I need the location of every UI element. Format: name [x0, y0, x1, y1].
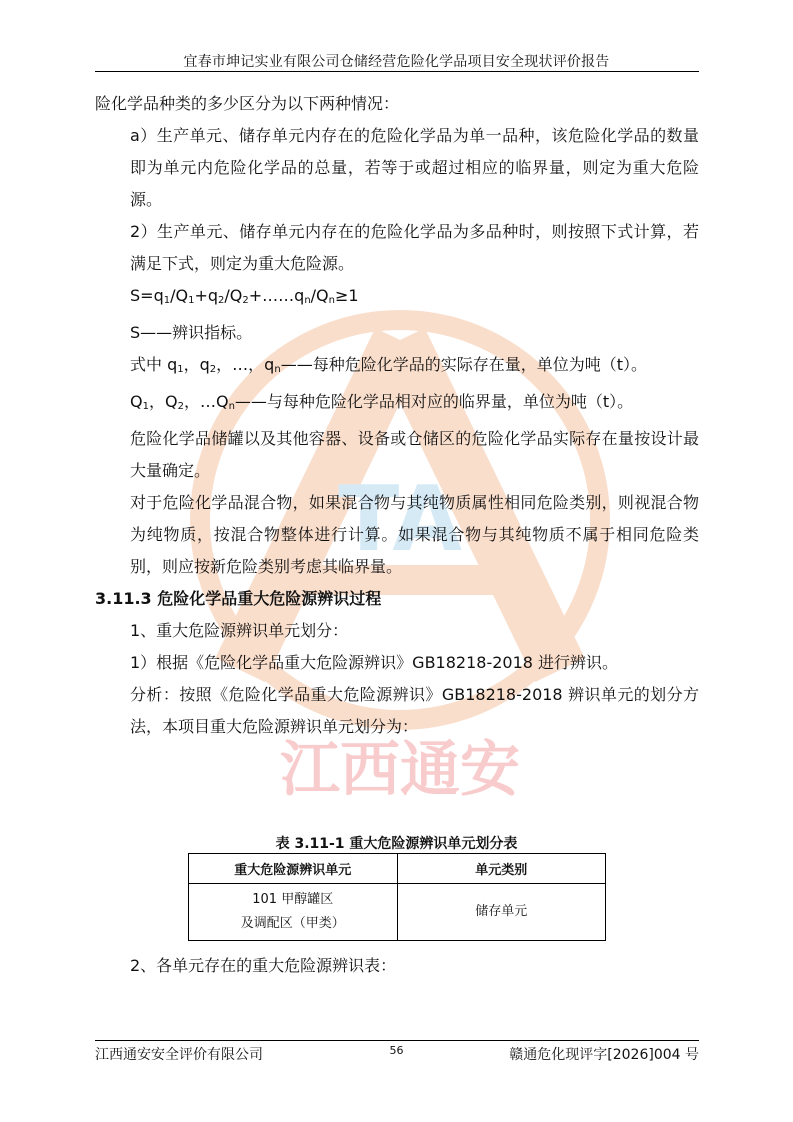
footer-report-number: 赣通危化现评字[2026]004 号: [509, 1047, 699, 1063]
paragraph-standard: 1）根据《危险化学品重大危险源辨识》GB18218-2018 进行辨识。: [130, 653, 619, 672]
paragraph-analysis: 分析：按照《危险化学品重大危险源辨识》GB18218-2018 辨识单元的划分方法，本项目重大危险源辨识单元划分为：: [130, 685, 699, 736]
table-header-row: [189, 854, 606, 884]
footer-company: 江西通安安全评价有限公司: [95, 1047, 263, 1063]
paragraph-q-definition: 式中 $q_1$，$q_2$，…，$q_n——$每种危险化学品的实际存在量，单位为吨（t）。: [130, 355, 647, 375]
section-heading: 3.11.3 危险化学品重大危险源辨识过程: [95, 589, 382, 608]
page-header-title: 宜春市坤记实业有限公司仓储经营危险化学品项目安全现状评价报告: [183, 54, 610, 70]
svg-text:TA: TA: [337, 467, 463, 572]
paragraph-multi-substance: 2）生产单元、储存单元内存在的危险化学品为多品种时，则按照下式计算，若满足下式，则定为重大危险源。: [130, 222, 699, 273]
unit-line-1: 101 甲醇罐区: [252, 892, 334, 907]
cell-category: 储存单元: [397, 884, 606, 941]
paragraph-intro: 险化学品种类的多少区分为以下两种情况：: [95, 94, 400, 113]
paragraph-design-amount: 危险化学品储罐以及其他容器、设备或仓储区的危险化学品实际存在量按设计最大量确定。: [130, 429, 699, 480]
svg-text:江西通安: 江西通安: [280, 735, 520, 805]
header-category: 单元类别: [397, 854, 606, 884]
page-number: 56: [389, 1044, 404, 1057]
paragraph-single-substance: a）生产单元、储存单元内存在的危险化学品为单一品种，该危险化学品的数量即为单元内危险化学品的总量，若等于或超过相应的临界量，则定为重大危险源。: [130, 126, 699, 209]
header-rule: [95, 71, 699, 72]
footer-rule: [95, 1040, 699, 1041]
formula: $S=q_1/Q_1+q_2/Q_2+\dots\dots q_n/Q_n\ge 1$: [130, 286, 359, 306]
unit-line-2: 及调配区（甲类）: [240, 916, 345, 931]
paragraph-unit-division: 1、重大危险源辨识单元划分：: [130, 621, 349, 640]
paragraph-Q-definition: $Q_1$，$Q_2$，$\dots Q_n——$与每种危险化学品相对应的临界量，单位为吨（t）。: [130, 392, 634, 412]
table-row: [189, 884, 606, 941]
cell-unit: [189, 884, 398, 941]
header-unit: 重大危险源辨识单元: [189, 854, 398, 884]
unit-division-table: [188, 853, 606, 941]
paragraph-mixture: 对于危险化学品混合物，如果混合物与其纯物质属性相同危险类别，则视混合物为纯物质，按混合物整体进行计算。如果混合物与其纯物质不属于相同危险类别，则应按新危险类别考虑其临界量。: [130, 493, 699, 576]
paragraph-unit-table-intro: 2、各单元存在的重大危险源辨识表：: [130, 956, 397, 975]
table-caption: 表 3.11-1 重大危险源辨识单元划分表: [275, 836, 518, 852]
document-body: [95, 88, 699, 743]
paragraph-s-definition: S——辨识指标。: [130, 323, 253, 342]
